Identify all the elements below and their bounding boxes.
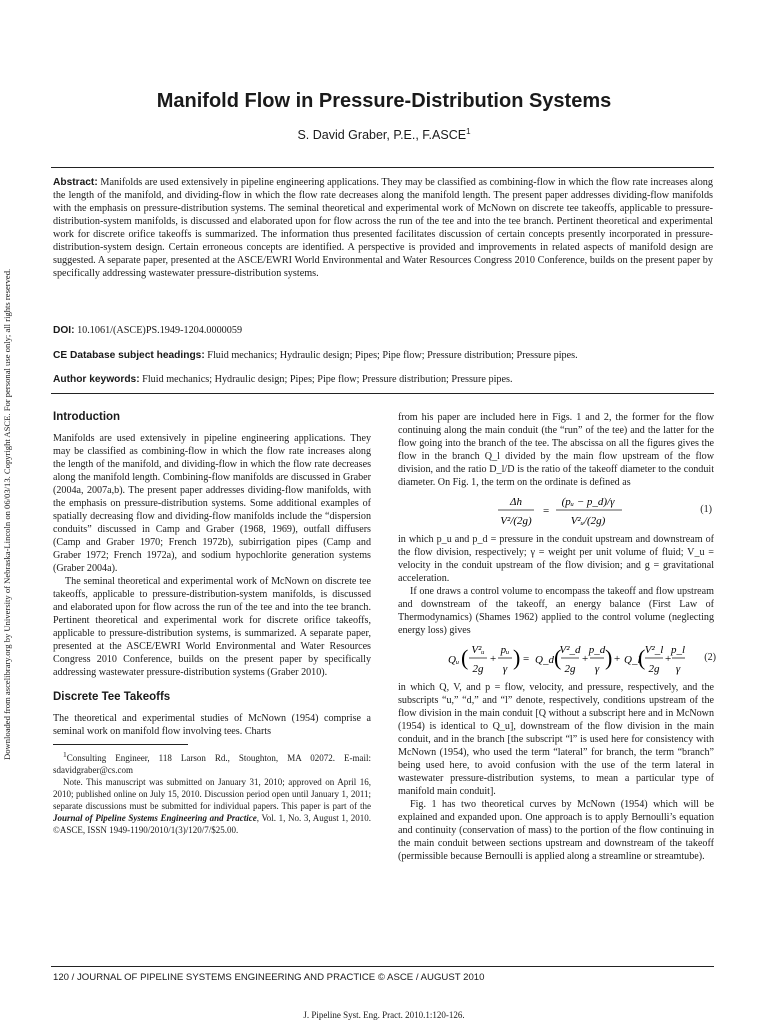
intro-paragraph-2: The seminal theoretical and experimental work of McNown on discrete tee takeoffs, applicable to pressure-distribution-system manifolds, is discussed and elaborated upon for flow across the run of the tee and into the tee branch. Pertinent theoretical and experimental work for discrete orifice takeoffs, applicable to pressure-distribution systems, is summarized. A separate paper, presented at the ASCE/EWRI World Environmental and Water Resources Congress 2010 Conference, builds on the present paper by specifically addressing wastewater pressure-distribution systems (Graber 2010). — [53, 576, 371, 678]
svg-text:Qᵤ: Qᵤ — [448, 654, 460, 666]
svg-text:V²/(2g): V²/(2g) — [500, 515, 532, 527]
author-footnote-mark: 1 — [466, 127, 471, 136]
svg-text:γ: γ — [502, 663, 508, 675]
svg-text:(: ( — [554, 645, 562, 670]
paper-title: Manifold Flow in Pressure-Distribution Systems — [156, 90, 612, 112]
footnote-2 — [53, 776, 371, 836]
svg-text:γ: γ — [675, 663, 681, 675]
svg-text:+: + — [582, 653, 589, 665]
intro-paragraph-1: Manifolds are used extensively in pipeline engineering applications. They may be classified as combining-flow in which the flow rate increases along the length of the manifold, and dividing-flow in which the flow rate decreases along the manifold length. Combining-flow manifolds are discussed in Graber (2004a, 2007a,b). The present paper addresses dividing-flow manifolds, with the emphasis on pressure-distribution systems. Some additional examples of spatially decreasing flow and dividing-flow manifolds include the “dispersion conduits” discussed in Camp and Graber (1968, 1969), outfall diffusers (Camp and Graber 1970; French 1972b), subirrigation pipes (Camp and Graber 1972; French 1972a), and sodium hypochlorite generation systems (Graber 2004a). — [53, 433, 371, 574]
right-paragraph-3: If one draws a control volume to encompass the takeoff and flow upstream and downstream of the takeoff, an energy balance (First Law of Thermodynamics) (Shames 1962) applied to the control volume (neglecting energy loss) gives — [398, 586, 714, 636]
svg-text:2g: 2g — [564, 663, 576, 675]
svg-text:+: + — [665, 653, 672, 665]
author-keywords — [53, 373, 713, 386]
svg-text:2g: 2g — [472, 663, 484, 675]
footer-rule — [51, 966, 714, 967]
right-paragraph-2: in which p_u and p_d = pressure in the conduit upstream and downstream of the flow division, respectively; γ = weight per unit volume of fluid; V_u = velocity in the conduit upstream of the flow division; and g = gravitational acceleration. — [398, 534, 714, 584]
page-footer: 120 / JOURNAL OF PIPELINE SYSTEMS ENGINEERING AND PRACTICE © ASCE / AUGUST 2010 — [53, 972, 485, 983]
svg-text:+: + — [490, 653, 497, 665]
footnote-rule — [53, 744, 188, 745]
svg-text:Q_l: Q_l — [624, 654, 641, 666]
author-line — [0, 127, 768, 142]
svg-text:p_d: p_d — [588, 644, 606, 656]
ce-headings — [53, 349, 713, 362]
abstract-text: Manifolds are used extensively in pipeline engineering applications. They may be classified as combining-flow in which the flow rate increases along the length of the manifold, and dividing-flow in which the flow rate decreases along the manifold length. The present paper addresses dividing-flow manifolds with the emphasis on pressure-distribution systems. The seminal theoretical and experimental work of McNown on discrete tee takeoffs, applicable to pressure-distribution-system manifolds, is discussed and elaborated upon for flow across the run of the tee and into the tee branch. Pertinent theoretical and experimental work for discrete orifice takeoffs is summarized. The information thus presented facilitates discussion of certain concepts presently incorporated in pressure-distribution-system design. Certain erroneous concepts are identified. A perspective is provided and improvements in related aspects of manifold design are suggested. A separate paper, presented at the ASCE/EWRI World Environmental and Water Resources Congress 2010 Conference, builds on the present paper by specifically addressing wastewater pressure-distribution systems. — [53, 177, 713, 279]
svg-text:=: = — [543, 505, 550, 517]
doi-value[interactable]: 10.1061/(ASCE)PS.1949-1204.0000059 — [77, 325, 243, 336]
right-paragraph-1: from his paper are included here in Figs. 1 and 2, the former for the flow continuing along the main conduit (the “run” of the tee) and the latter for the flow going into the branch of the tee. The abscissa on all the figures gives the flow in the branch Q_l divided by the main flow upstream of the flow division, and the ratio D_l/D is the ratio of the takeoff diameter to the conduit diameter. On Fig. 1, the term on the ordinate is defined as — [398, 412, 714, 488]
doi-line — [53, 324, 713, 337]
svg-text:V²_l: V²_l — [644, 644, 664, 656]
right-paragraph-4: in which Q, V, and p = flow, velocity, and pressure, respectively, and the subscripts “u,” “d,” and “l” denote, respectively, conditions upstream of the flow division in the main conduit [Q without a subscript here and in McNown (1954) is identical to Q_u], downstream of the flow division in the main conduit, and in the branch [the subscript “l” is used here for consistency with McNown (1954), who used the term “lateral” for branch, the term “branch” being used here, to avoid confusion with the use of the term lateral in wastewater pressure-distribution systems, to mean a particular type of manifold main conduit]. — [398, 682, 714, 797]
svg-text:(: ( — [638, 645, 646, 670]
svg-text:pᵤ: pᵤ — [500, 644, 510, 656]
footnote-1 — [53, 749, 371, 776]
ce-label: CE Database subject headings: — [53, 350, 205, 361]
top-rule — [51, 167, 714, 168]
footnotes — [53, 749, 371, 836]
tee-heading: Discrete Tee Takeoffs — [53, 691, 171, 703]
footnote-1-mark: 1 — [63, 750, 67, 759]
intro-heading: Introduction — [53, 411, 121, 423]
svg-text:Δh: Δh — [510, 496, 522, 508]
doi-label: DOI: — [53, 325, 75, 336]
abstract-label: Abstract: — [53, 177, 98, 188]
abstract-bottom-rule — [51, 393, 714, 394]
citation-line: J. Pipeline Syst. Eng. Pract. 2010.1:120-126. — [303, 1010, 465, 1020]
svg-text:p_l: p_l — [670, 644, 686, 656]
equation-2 — [398, 637, 714, 681]
author-name: S. David Graber, P.E., F.ASCE — [297, 128, 467, 143]
equation-1-number: (1) — [700, 504, 712, 515]
svg-text:(pᵤ − p_d)/γ: (pᵤ − p_d)/γ — [561, 496, 615, 508]
equation-2-number: (2) — [704, 652, 716, 663]
right-column — [398, 411, 714, 863]
footnote-2-text-a: Note. This manuscript was submitted on January 31, 2010; approved on April 16, 2010; published online on July 15, 2010. Discussion period open until January 1, 2011; separate discussions must be submitted for individual papers. This paper is part of the — [53, 777, 371, 811]
abstract — [53, 176, 713, 280]
download-notice — [0, 0, 16, 760]
keywords-text: Fluid mechanics; Hydraulic design; Pipes; Pipe flow; Pressure distribution; Pressure pipes. — [142, 374, 513, 385]
svg-text:V²ᵤ: V²ᵤ — [471, 644, 485, 656]
svg-text:(: ( — [461, 645, 469, 670]
footnote-2-journal: Journal of Pipeline Systems Engineering and Practice — [53, 813, 257, 823]
svg-text:=: = — [523, 653, 530, 665]
svg-text:): ) — [513, 645, 521, 670]
equation-1 — [398, 489, 714, 533]
svg-text:V²_d: V²_d — [559, 644, 581, 656]
keywords-label: Author keywords: — [53, 374, 140, 385]
left-column — [53, 411, 371, 836]
download-notice-text: Downloaded from ascelibrary.org by University of Nebraska-Lincoln on 06/03/13. Copyright ASCE. For personal use only; all rights reserved. — [2, 268, 12, 760]
ce-text: Fluid mechanics; Hydraulic design; Pipes; Pipe flow; Pressure distribution; Pressure pipes. — [207, 350, 578, 361]
equation-2-formula — [398, 637, 688, 681]
svg-text:+: + — [614, 653, 621, 665]
svg-text:Q_d: Q_d — [535, 654, 554, 666]
footnote-2-text-b: , Vol. 1, No. 3, August 1, 2010. ©ASCE, ISSN 1949-1190/2010/1(3)/120/7/$25.00. — [53, 813, 371, 835]
footnote-1-text: Consulting Engineer, 118 Larson Rd., Stoughton, MA 02072. E-mail: sdavidgraber@cs.com — [53, 753, 371, 775]
equation-1-formula — [398, 489, 668, 533]
svg-text:V²ᵤ/(2g): V²ᵤ/(2g) — [570, 515, 606, 527]
tee-paragraph-1: The theoretical and experimental studies of McNown (1954) comprise a seminal work on manifold flow involving tees. Charts — [53, 713, 371, 737]
right-paragraph-5: Fig. 1 has two theoretical curves by McNown (1954) which will be explained and expanded upon. One approach is to apply Bernoulli’s equation and continuity (conservation of mass) to the portion of the flow continuing in the main conduit between sections upstream and downstream of the takeoff (permissible because Bernoulli is applied along a streamline or streamtube). — [398, 799, 714, 862]
svg-text:γ: γ — [594, 663, 600, 675]
svg-text:2g: 2g — [648, 663, 660, 675]
svg-text:): ) — [605, 645, 613, 670]
